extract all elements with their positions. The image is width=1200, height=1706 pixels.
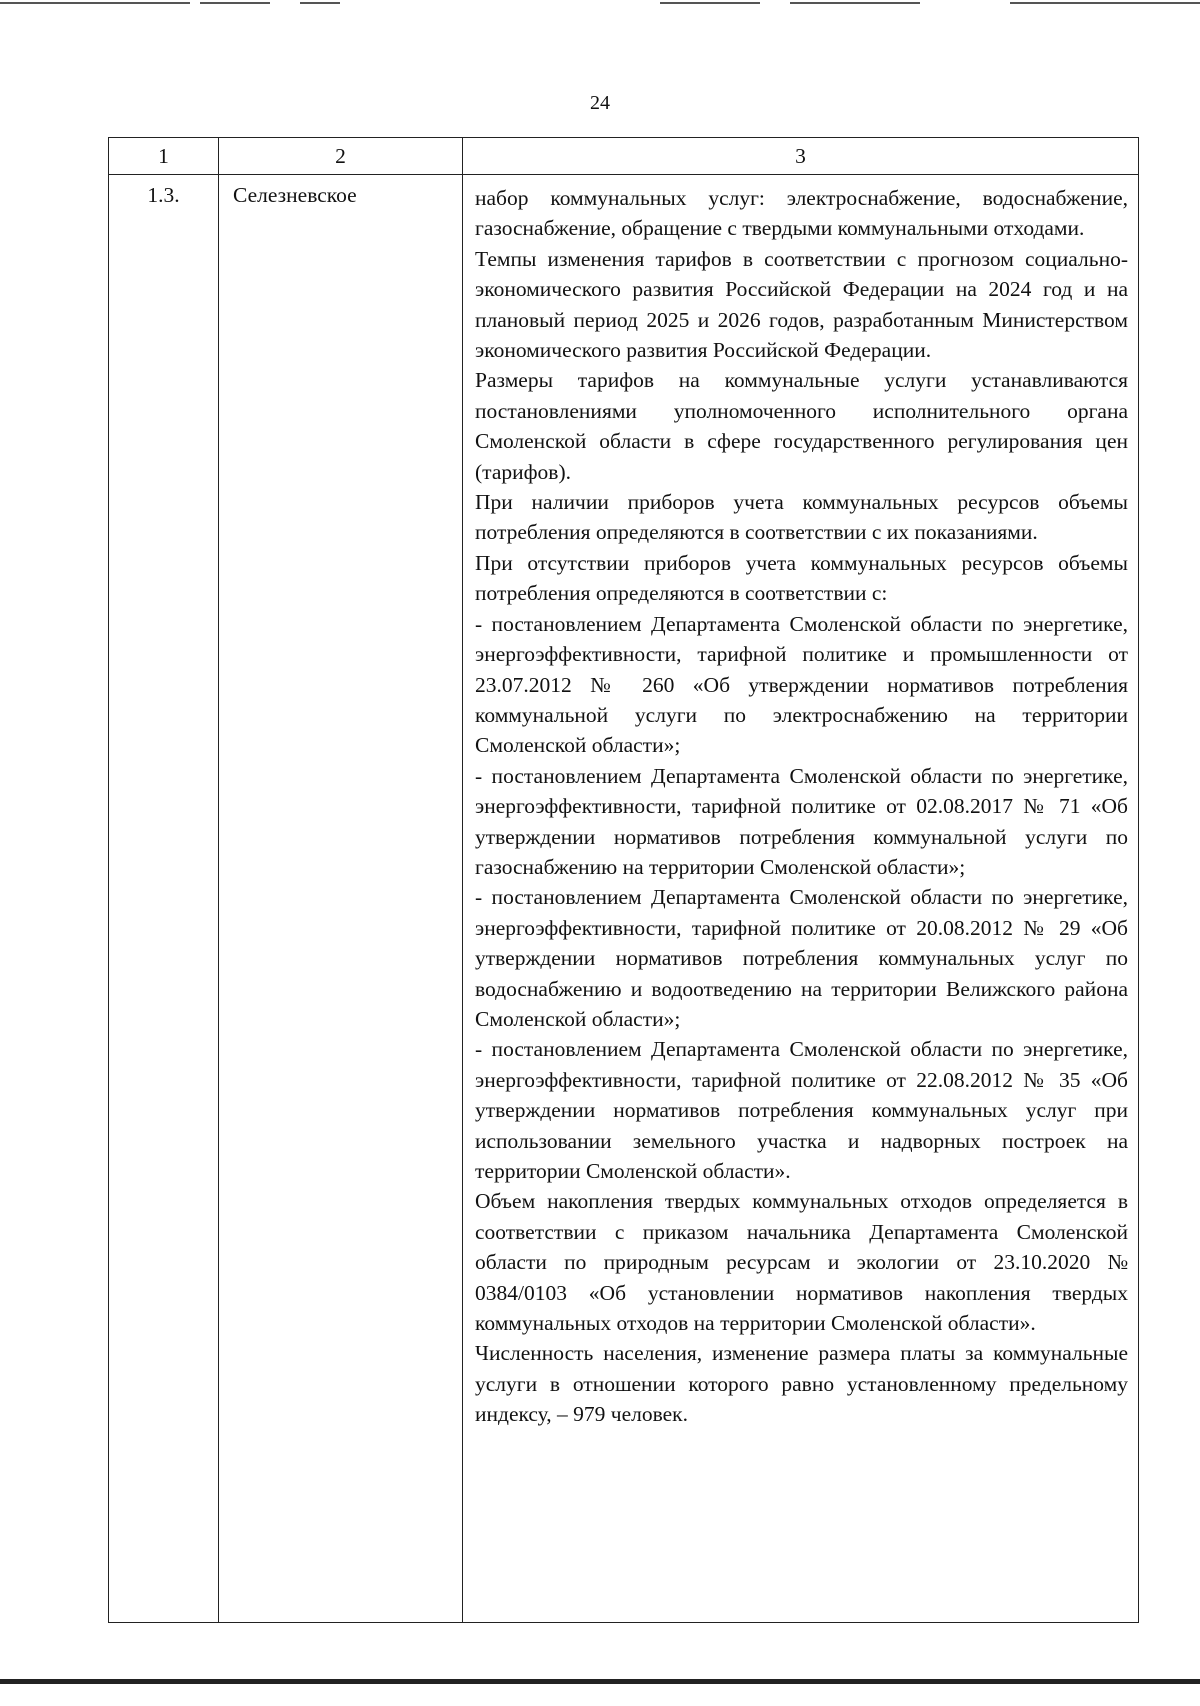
paragraph-services: набор коммунальных услуг: электроснабжение, водоснабжение, газоснабжение, обращение с твердыми коммунальными отходами.: [475, 186, 1128, 241]
scan-mark: [660, 2, 760, 4]
column-header-2: 2: [219, 138, 463, 175]
column-header-1: 1: [109, 138, 219, 175]
description-cell: [463, 175, 1139, 1623]
paragraph-regulation-electricity: - постановлением Департамента Смоленской области по энергетике, энергоэффективности, тарифной политике и промышленности от 23.07.2012 № 260 «Об утверждении нормативов потребления коммунальной услуги по электроснабжению на территории Смоленской области»;: [475, 611, 1128, 758]
scan-mark: [300, 2, 340, 4]
paragraph-tariff-sizes: Размеры тарифов на коммунальные услуги устанавливаются постановлениями уполномоченного исполнительного органа Смоленской области в сфере государственного регулирования цен (тарифов).: [475, 368, 1128, 484]
scan-mark: [0, 2, 190, 4]
paragraph-regulation-gas: - постановлением Департамента Смоленской области по энергетике, энергоэффективности, тарифной политике от 02.08.2017 № 71 «Об утверждении нормативов потребления коммунальной услуги по газоснабжению на территории Смоленской области»;: [475, 763, 1128, 879]
paragraph-regulation-water: - постановлением Департамента Смоленской области по энергетике, энергоэффективности, тарифной политике от 20.08.2012 № 29 «Об утверждении нормативов потребления коммунальных услуг по водоснабжению и водоотведению на территории Велижского района Смоленской области»;: [475, 885, 1128, 1031]
table-header-row: [109, 138, 1139, 175]
paragraph-regulation-land: - постановлением Департамента Смоленской области по энергетике, энергоэффективности, тарифной политике от 22.08.2012 № 35 «Об утверждении нормативов потребления коммунальных услуг при использовании земельного участка и надворных построек на территории Смоленской области».: [475, 1037, 1128, 1183]
paragraph-tariff-rates: Темпы изменения тарифов в соответствии с прогнозом социально-экономического развития Российской Федерации на 2024 год и на плановый период 2025 и 2026 годов, разработанным Министерством экономического развития Российской Федерации.: [475, 246, 1128, 363]
table-row: [109, 175, 1139, 1623]
scan-edge-bottom: [0, 1679, 1200, 1684]
scan-edge-top: [0, 0, 1200, 6]
page-number: 24: [590, 92, 610, 114]
scan-mark: [200, 2, 270, 4]
paragraph-waste-volume: Объем накопления твердых коммунальных отходов определяется в соответствии с приказом начальника Департамента Смоленской области по природным ресурсам и экологии от 23.10.2020 № 0384/0103 «Об установлении нормативов накопления твердых коммунальных отходов на территории Смоленской области».: [475, 1189, 1128, 1336]
settlement-name: Селезневское: [219, 175, 463, 1623]
content-table: [108, 137, 1139, 1623]
column-header-3: 3: [463, 138, 1139, 175]
row-number: 1.3.: [109, 175, 219, 1623]
paragraph-meters-present: При наличии приборов учета коммунальных ресурсов объемы потребления определяются в соответствии с их показаниями.: [475, 490, 1128, 545]
scan-mark: [790, 2, 920, 4]
paragraph-population: Численность населения, изменение размера платы за коммунальные услуги в отношении которого равно установленному предельному индексу, – 979 человек.: [475, 1341, 1128, 1427]
scan-mark: [1010, 2, 1200, 4]
paragraph-meters-absent: При отсутствии приборов учета коммунальных ресурсов объемы потребления определяются в соответствии с:: [475, 550, 1128, 606]
